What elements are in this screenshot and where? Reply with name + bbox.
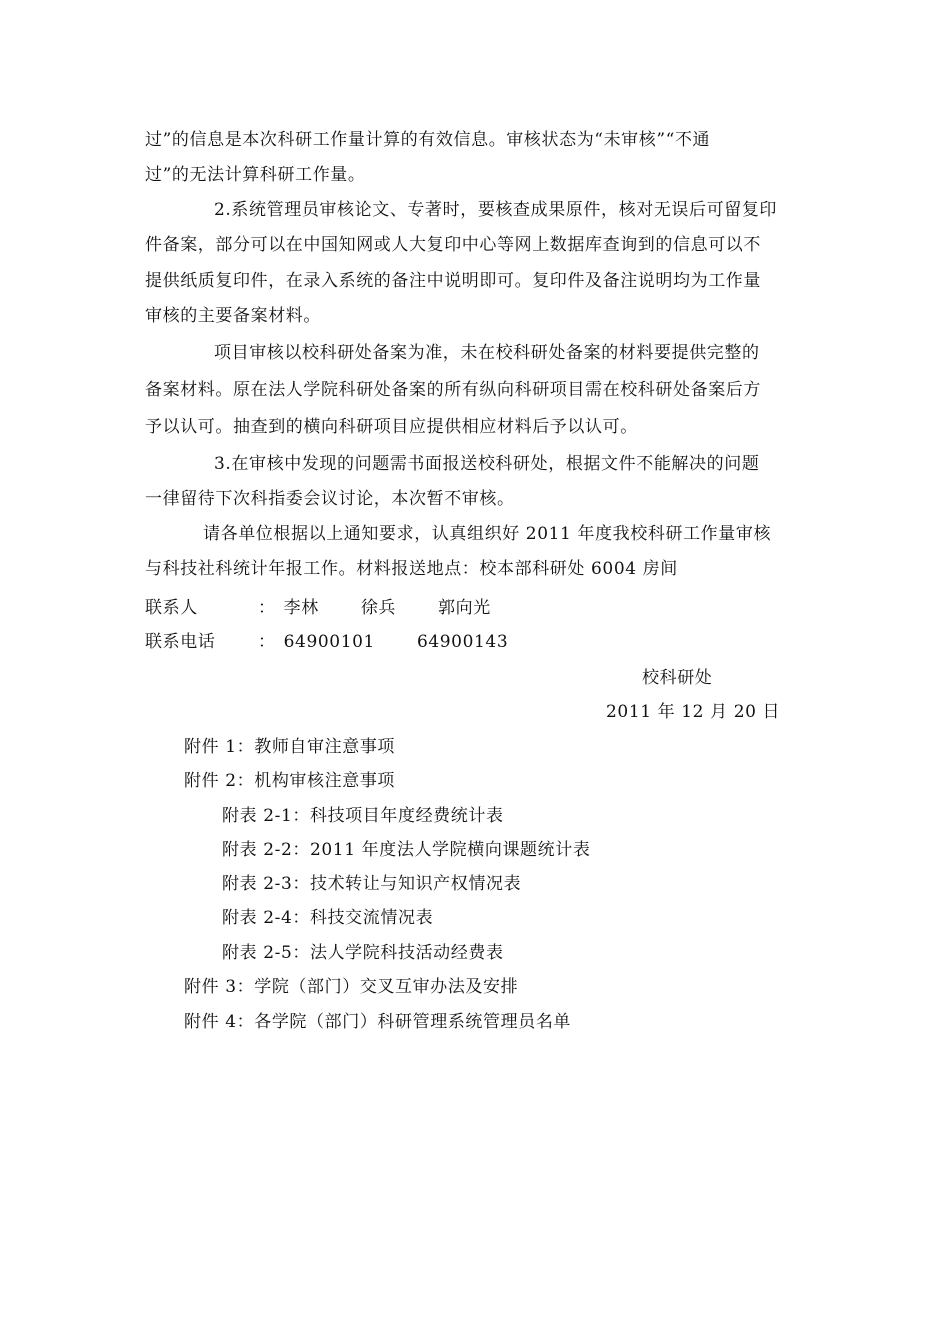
contact-person-name: 郭向光 xyxy=(438,598,491,618)
paragraph-line: 与科技社科统计年报工作。材料报送地点：校本部科研处 6004 房间 xyxy=(145,559,678,579)
attachment-subitem: 附表 2-3：技术转让与知识产权情况表 xyxy=(222,874,522,894)
attachment-item: 附件 3：学院（部门）交叉互审办法及安排 xyxy=(184,977,519,997)
paragraph-line: 件备案，部分可以在中国知网或人大复印中心等网上数据库查询到的信息可以不 xyxy=(145,235,761,255)
paragraph-line: 请各单位根据以上通知要求，认真组织好 2011 年度我校科研工作量审核 xyxy=(203,524,772,544)
paragraph-line: 备案材料。原在法人学院科研处备案的所有纵向科研项目需在校科研处备案后方 xyxy=(145,380,761,400)
attachment-subitem: 附表 2-1：科技项目年度经费统计表 xyxy=(222,806,504,826)
attachment-item: 附件 2：机构审核注意事项 xyxy=(184,771,396,791)
contact-person-name: 徐兵 xyxy=(360,598,397,618)
paragraph-line: 3.在审核中发现的问题需书面报送校科研处，根据文件不能解决的问题 xyxy=(214,454,760,474)
paragraph-line: 一律留待下次科指委会议讨论，本次暂不审核。 xyxy=(145,489,515,509)
contact-phone-row xyxy=(145,630,550,654)
signature-date: 2011 年 12 月 20 日 xyxy=(606,702,781,722)
attachment-subitem: 附表 2-2：2011 年度法人学院横向课题统计表 xyxy=(222,840,591,860)
attachment-item: 附件 4：各学院（部门）科研管理系统管理员名单 xyxy=(184,1012,572,1032)
contact-person-name: 李林 xyxy=(283,598,319,618)
paragraph-line: 提供纸质复印件，在录入系统的备注中说明即可。复印件及备注说明均为工作量 xyxy=(145,271,761,291)
paragraph-line: 审核的主要备案材料。 xyxy=(145,306,321,326)
paragraph-line: 项目审核以校科研处备案为准，未在校科研处备案的材料要提供完整的 xyxy=(214,343,760,363)
paragraph-line: 予以认可。抽查到的横向科研项目应提供相应材料后予以认可。 xyxy=(145,417,638,437)
attachment-item: 附件 1：教师自审注意事项 xyxy=(184,737,396,757)
attachment-subitem: 附表 2-5：法人学院科技活动经费表 xyxy=(222,943,504,963)
contact-phone-separator: ： xyxy=(258,632,276,652)
contact-person-row xyxy=(145,596,533,620)
paragraph-line: 过”的信息是本次科研工作量计算的有效信息。审核状态为“未审核”“不通 xyxy=(145,130,711,150)
contact-person-label: 联系人 xyxy=(145,598,198,618)
signature-org: 校科研处 xyxy=(642,668,713,688)
contact-phone-number: 64900143 xyxy=(416,632,509,652)
contact-phone-label: 联系电话 xyxy=(145,632,216,652)
attachment-subitem: 附表 2-4：科技交流情况表 xyxy=(222,908,434,928)
paragraph-line: 2.系统管理员审核论文、专著时，要核查成果原件，核对无误后可留复印 xyxy=(214,200,778,220)
contact-person-separator: ： xyxy=(258,598,276,618)
contact-phone-number: 64900101 xyxy=(283,632,375,652)
paragraph-line: 过”的无法计算科研工作量。 xyxy=(145,165,366,185)
